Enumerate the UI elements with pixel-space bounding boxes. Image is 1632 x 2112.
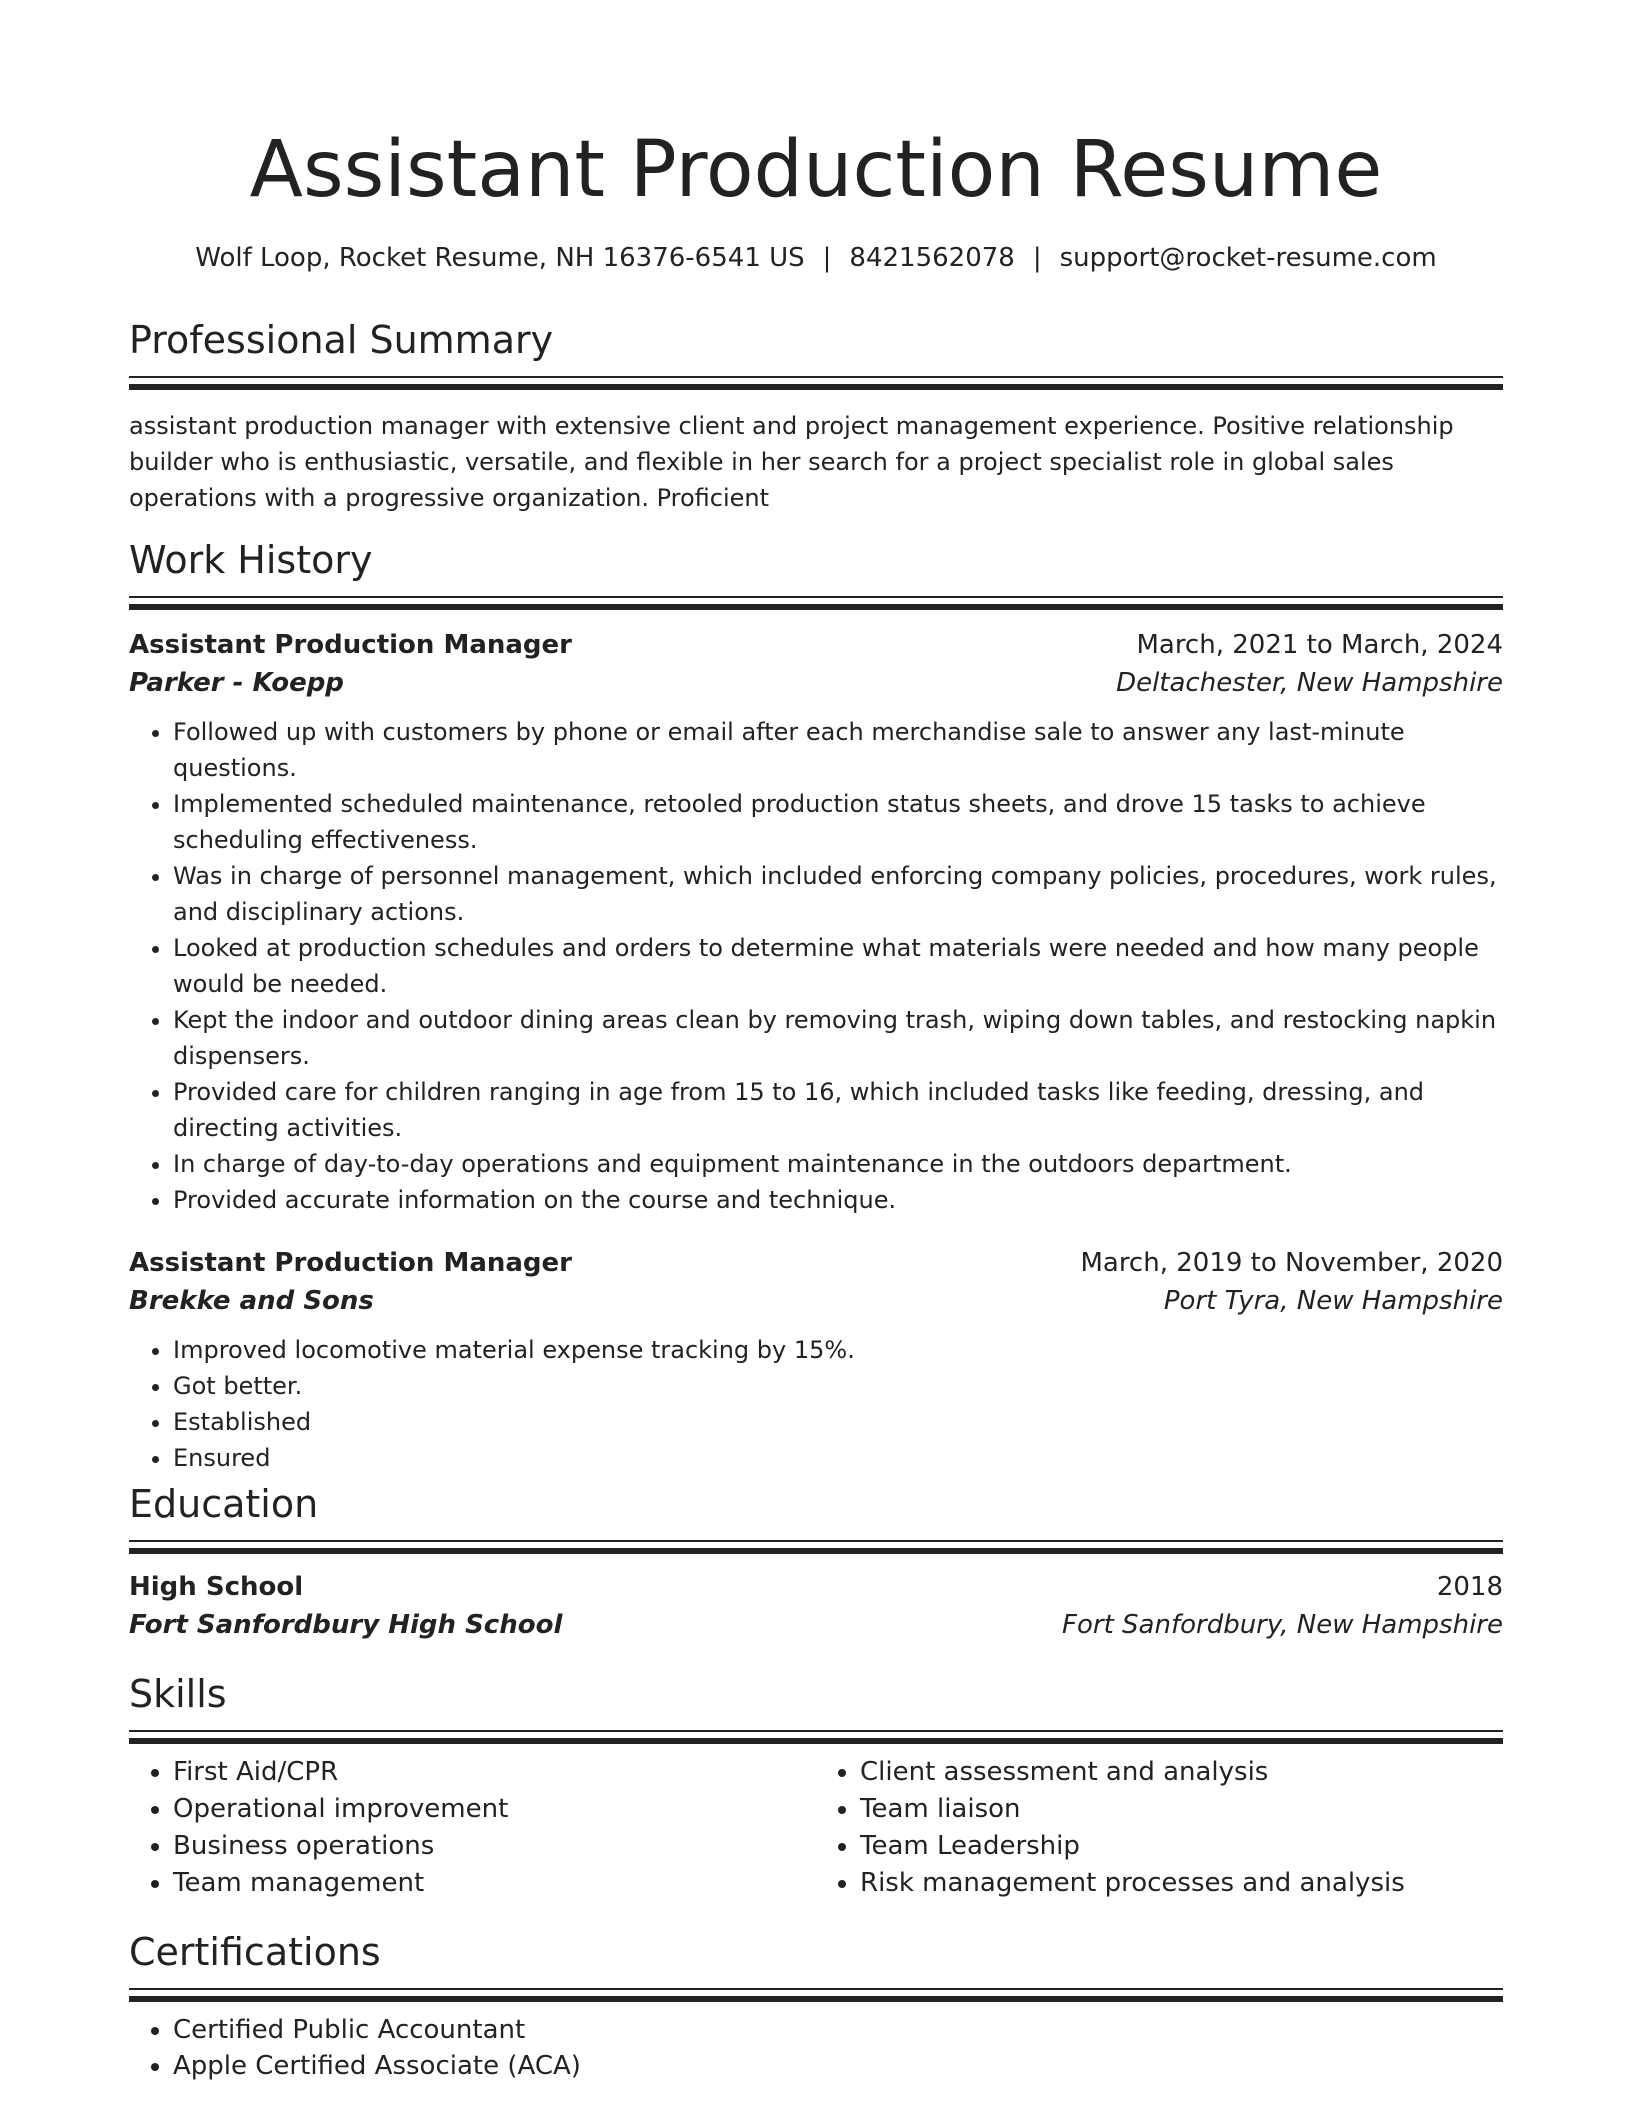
job-header-row <box>129 1244 1503 1282</box>
work-heading: Work History <box>129 538 373 582</box>
contact-separator: | <box>822 243 832 273</box>
job-bullet: • Provided care for children ranging in age from 15 to 16, which included tasks like feeding, dressing, and directing activities. <box>173 1074 1503 1146</box>
job-title: Assistant Production Manager <box>129 1248 573 1278</box>
job-entry <box>129 1244 1503 1476</box>
education-entry <box>129 1568 1503 1644</box>
skills-section <box>129 1670 1503 1902</box>
job-location: Port Tyra, New Hampshire <box>1163 1286 1503 1316</box>
education-location: Fort Sanfordbury, New Hampshire <box>1062 1610 1503 1640</box>
skill-item: • Risk management processes and analysis <box>860 1865 1503 1902</box>
job-bullet: • Established <box>173 1404 1503 1440</box>
job-bullet: • Got better. <box>173 1368 1503 1404</box>
summary-text: assistant production manager with extensive client and project management experience. Positive relationship builder who is enthusiastic, versatile, and flexible in her search for a project specialist role in global sales operations with a progressive organization. Proficient <box>129 412 1454 512</box>
education-school: Fort Sanfordbury High School <box>129 1610 563 1640</box>
skill-item: • Team Leadership <box>860 1828 1503 1865</box>
job-dates: March, 2019 to November, 2020 <box>1080 1248 1503 1278</box>
skill-item: • Business operations <box>173 1828 816 1865</box>
skill-item: • Team liaison <box>860 1791 1503 1828</box>
summary-heading: Professional Summary <box>129 318 554 362</box>
contact-phone: 8421562078 <box>849 243 1015 273</box>
work-section <box>129 536 1503 1476</box>
job-location: Deltachester, New Hampshire <box>1116 668 1503 698</box>
education-year: 2018 <box>1436 1572 1503 1602</box>
skills-list-left <box>129 1754 816 1902</box>
education-heading: Education <box>129 1482 319 1526</box>
education-subheader-row <box>129 1606 1503 1644</box>
job-bullet: • Provided accurate information on the course and technique. <box>173 1182 1503 1218</box>
job-company: Parker - Koepp <box>129 668 344 698</box>
skill-item: • Operational improvement <box>173 1791 816 1828</box>
summary-section <box>129 316 1503 516</box>
job-bullet: • Improved locomotive material expense tracking by 15%. <box>173 1332 1503 1368</box>
education-section <box>129 1480 1503 1644</box>
section-divider <box>129 1540 1503 1556</box>
skill-item: • First Aid/CPR <box>173 1754 816 1791</box>
certification-item: • Apple Certified Associate (ACA) <box>173 2048 1503 2084</box>
job-bullet: • Was in charge of personnel management, which included enforcing company policies, procedures, work rules, and disciplinary actions. <box>173 858 1503 930</box>
job-dates: March, 2021 to March, 2024 <box>1136 630 1503 660</box>
contact-separator: | <box>1032 243 1042 273</box>
job-bullet: • In charge of day-to-day operations and equipment maintenance in the outdoors department. <box>173 1146 1503 1182</box>
job-bullet: • Implemented scheduled maintenance, retooled production status sheets, and drove 15 tasks to achieve scheduling effectiveness. <box>173 786 1503 858</box>
job-bullet: • Ensured <box>173 1440 1503 1476</box>
education-header-row <box>129 1568 1503 1606</box>
contact-line <box>129 240 1503 276</box>
job-company: Brekke and Sons <box>129 1286 374 1316</box>
resume-title: Assistant Production Resume <box>249 125 1383 215</box>
job-bullets <box>129 714 1503 1218</box>
certifications-section <box>129 1928 1503 2084</box>
section-divider <box>129 376 1503 392</box>
contact-address: Wolf Loop, Rocket Resume, NH 16376-6541 US <box>195 243 805 273</box>
job-bullet: • Looked at production schedules and orders to determine what materials were needed and how many people would be needed. <box>173 930 1503 1002</box>
certifications-heading: Certifications <box>129 1930 381 1974</box>
job-bullets <box>129 1332 1503 1476</box>
section-divider <box>129 1988 1503 2004</box>
job-bullet: • Followed up with customers by phone or email after each merchandise sale to answer any last-minute questions. <box>173 714 1503 786</box>
skill-item: • Team management <box>173 1865 816 1902</box>
certification-item: • Certified Public Accountant <box>173 2012 1503 2048</box>
job-entry <box>129 626 1503 1218</box>
job-subheader-row <box>129 664 1503 702</box>
skills-list-right <box>816 1754 1503 1902</box>
education-degree: High School <box>129 1572 304 1602</box>
skills-columns <box>129 1754 1503 1902</box>
job-header-row <box>129 626 1503 664</box>
contact-email: support@rocket-resume.com <box>1059 243 1437 273</box>
section-divider <box>129 1730 1503 1746</box>
skill-item: • Client assessment and analysis <box>860 1754 1503 1791</box>
skills-heading: Skills <box>129 1672 227 1716</box>
job-title: Assistant Production Manager <box>129 630 573 660</box>
certifications-list <box>129 2012 1503 2084</box>
job-subheader-row <box>129 1282 1503 1320</box>
section-divider <box>129 596 1503 612</box>
job-bullet: • Kept the indoor and outdoor dining areas clean by removing trash, wiping down tables, and restocking napkin dispensers. <box>173 1002 1503 1074</box>
